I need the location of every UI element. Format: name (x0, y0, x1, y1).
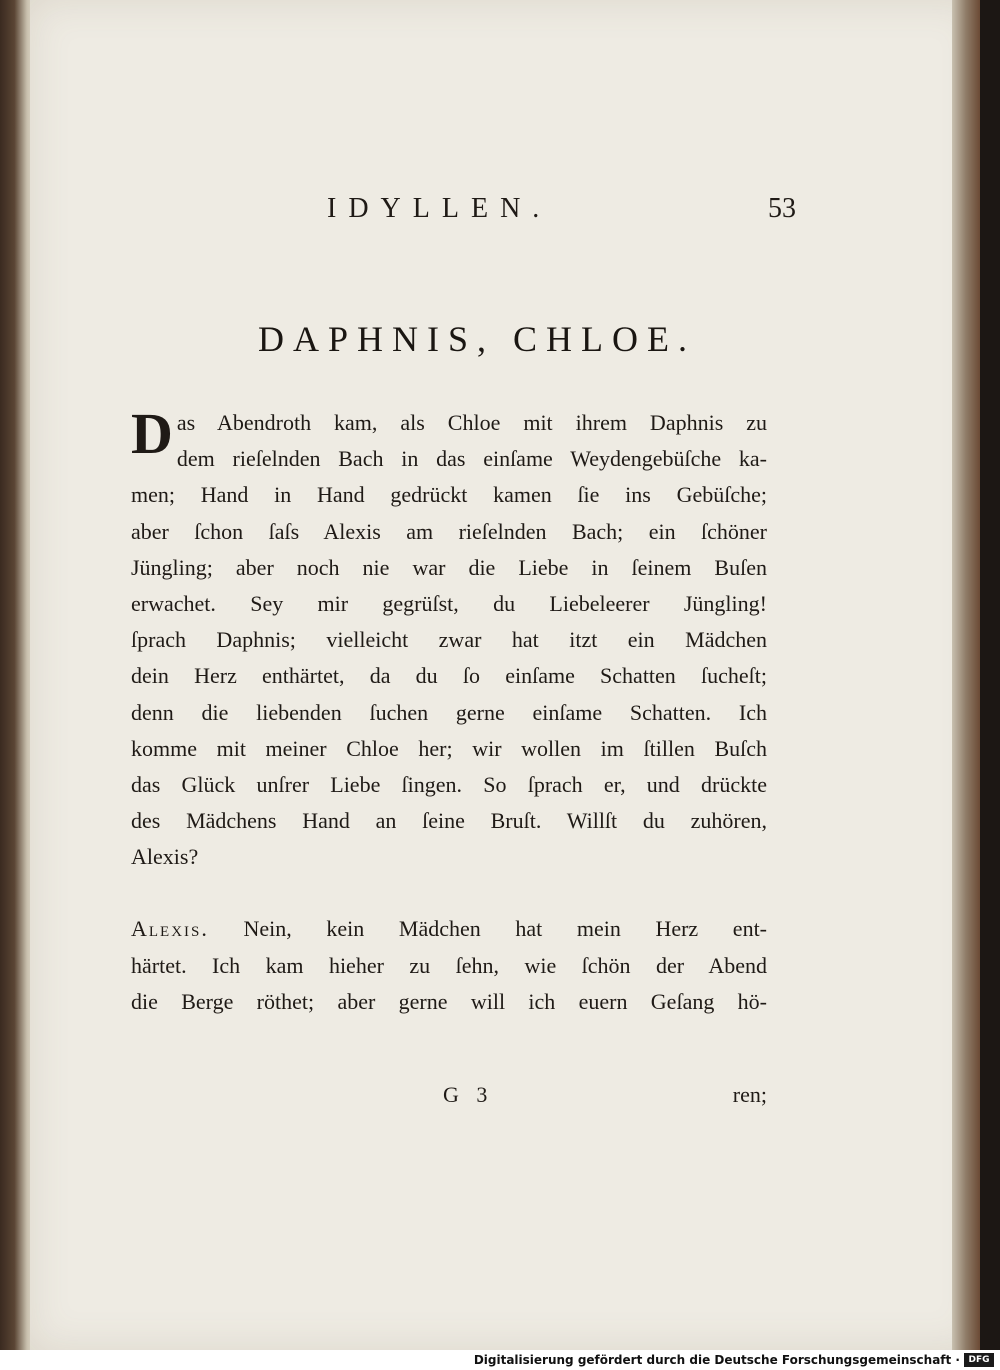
catchword: ren; (732, 1082, 767, 1107)
text-line: die Berge röthet; aber gerne will ich euern Geſang hö- (131, 988, 767, 1014)
text-line: dem rieſelnden Bach in das einſame Weydengebüſche ka- (176, 446, 767, 472)
body-text (131, 401, 767, 1020)
text-line: denn die liebenden ſuchen gerne einſame Schatten. Ich (131, 699, 767, 725)
paragraph (131, 401, 767, 875)
paragraph (131, 911, 767, 1020)
running-title: IDYLLEN. (327, 193, 552, 224)
text-span: Nein, kein Mädchen hat mein Herz ent- (243, 916, 767, 942)
signature-mark: G 3 (443, 1082, 494, 1107)
text-line: härtet. Ich kam hieher zu ſehn, wie ſchön der Abend (131, 952, 767, 978)
dfg-logo-icon: DFG (964, 1353, 994, 1367)
book-page (30, 0, 980, 1350)
text-line: erwachet. Sey mir gegrüſst, du Liebeleerer Jüngling! (131, 590, 767, 616)
drop-cap: D (131, 401, 173, 466)
text-line: ſprach Daphnis; vielleicht zwar hat itzt ein Mädchen (131, 627, 767, 653)
text-line: das Glück unſrer Liebe ſingen. So ſprach er, und drückte (131, 771, 767, 797)
page-number: 53 (768, 193, 796, 224)
page-header (30, 193, 980, 233)
credit-bar (0, 1350, 1000, 1370)
text-line: dein Herz enthärtet, da du ſo einſame Schatten ſucheſt; (131, 663, 767, 689)
text-line: Jüngling; aber noch nie war die Liebe in ſeinem Buſen (131, 554, 767, 580)
text-line: men; Hand in Hand gedrückt kamen ſie ins Gebüſche; (131, 482, 767, 508)
speaker-name: Alexis. (131, 916, 209, 942)
text-line: as Abendroth kam, als Chloe mit ihrem Daphnis zu (176, 410, 767, 435)
text-line: aber ſchon ſaſs Alexis am rieſelnden Bach; ein ſchöner (131, 518, 767, 544)
text-line (131, 911, 767, 947)
text-line: des Mädchens Hand an ſeine Bruſt. Willſt du zuhören, (131, 808, 767, 834)
credit-text: Digitalisierung gefördert durch die Deutsche Forschungsgemeinschaft · (473, 1353, 960, 1367)
text-line: komme mit meiner Chloe her; wir wollen im ſtillen Buſch (131, 735, 767, 761)
section-title: DAPHNIS, CHLOE. (257, 319, 696, 359)
page-footer (131, 1082, 767, 1114)
text-line: Alexis? (131, 844, 199, 870)
